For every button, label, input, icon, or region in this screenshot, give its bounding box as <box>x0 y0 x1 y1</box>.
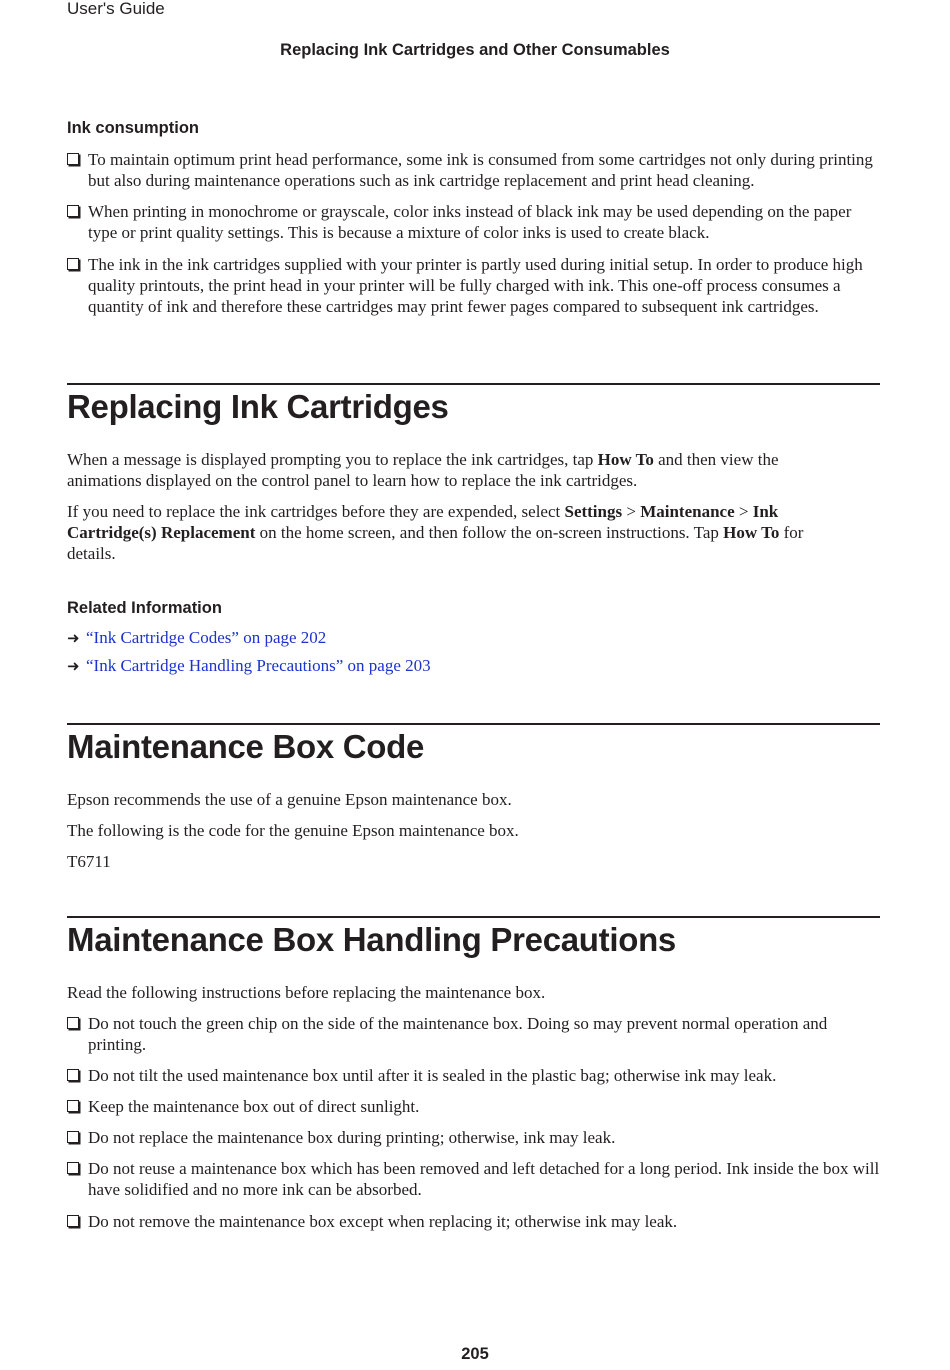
checkbox-bullet-icon <box>67 1017 79 1029</box>
list-item: When printing in monochrome or grayscale, color inks instead of black ink may be used depending on the paper type or print quality settings. This is because a mixture of color inks is used to create black. <box>67 201 880 243</box>
replacing-paragraph-2: If you need to replace the ink cartridges before they are expended, select Settings > Maintenance > Ink Cartridge(s) Replacement on the home screen, and then follow the on-screen instructions. Tap How To for details. <box>67 502 804 563</box>
guide-title: User's Guide <box>67 0 165 18</box>
section-heading-replacing: Replacing Ink Cartridges <box>67 383 880 426</box>
list-item: Do not tilt the used maintenance box until after it is sealed in the plastic bag; otherwise ink may leak. <box>67 1065 880 1086</box>
checkbox-bullet-icon <box>67 1162 79 1174</box>
checkbox-bullet-icon <box>67 1069 79 1081</box>
list-item: Do not reuse a maintenance box which has been removed and left detached for a long period. Ink inside the box will have solidified and no more ink can be absorbed. <box>67 1158 880 1200</box>
list-item: Do not touch the green chip on the side of the maintenance box. Doing so may prevent normal operation and printing. <box>67 1013 880 1055</box>
checkbox-bullet-icon <box>67 1131 79 1143</box>
list-item: Keep the maintenance box out of direct sunlight. <box>67 1096 880 1117</box>
box-code-paragraph-1: Epson recommends the use of a genuine Epson maintenance box. <box>67 790 512 809</box>
related-link-handling-precautions[interactable]: ➜ “Ink Cartridge Handling Precautions” on page 203 <box>67 656 431 675</box>
section-heading-box-code: Maintenance Box Code <box>67 723 880 766</box>
box-code-value: T6711 <box>67 852 111 871</box>
arrow-right-icon: ➜ <box>67 629 80 647</box>
related-link-ink-cartridge-codes[interactable]: ➜ “Ink Cartridge Codes” on page 202 <box>67 628 327 647</box>
list-item: Do not remove the maintenance box except when replacing it; otherwise ink may leak. <box>67 1211 880 1232</box>
page-number: 205 <box>461 1345 489 1363</box>
box-code-paragraph-2: The following is the code for the genuine Epson maintenance box. <box>67 821 519 840</box>
checkbox-bullet-icon <box>67 153 79 165</box>
checkbox-bullet-icon <box>67 205 79 217</box>
arrow-right-icon: ➜ <box>67 657 80 675</box>
list-item: The ink in the ink cartridges supplied with your printer is partly used during initial setup. In order to produce high quality printouts, the print head in your printer will be fully charged with ink. This one-off process consumes a quantity of ink and therefore these cartridges may print fewer pages compared to subsequent ink cartridges. <box>67 254 880 317</box>
ink-consumption-heading: Ink consumption <box>67 119 199 137</box>
box-handling-intro: Read the following instructions before replacing the maintenance box. <box>67 983 546 1002</box>
related-information-heading: Related Information <box>67 599 222 617</box>
section-heading-box-handling: Maintenance Box Handling Precautions <box>67 916 880 959</box>
checkbox-bullet-icon <box>67 1100 79 1112</box>
checkbox-bullet-icon <box>67 258 79 270</box>
chapter-title: Replacing Ink Cartridges and Other Consumables <box>280 41 670 59</box>
replacing-paragraph-1: When a message is displayed prompting you to replace the ink cartridges, tap How To and then view the animations displayed on the control panel to learn how to replace the ink cartridges. <box>67 450 779 490</box>
list-item: Do not replace the maintenance box during printing; otherwise, ink may leak. <box>67 1127 880 1148</box>
checkbox-bullet-icon <box>67 1215 79 1227</box>
list-item: To maintain optimum print head performance, some ink is consumed from some cartridges not only during printing but also during maintenance operations such as ink cartridge replacement and print head cleaning. <box>67 149 880 191</box>
